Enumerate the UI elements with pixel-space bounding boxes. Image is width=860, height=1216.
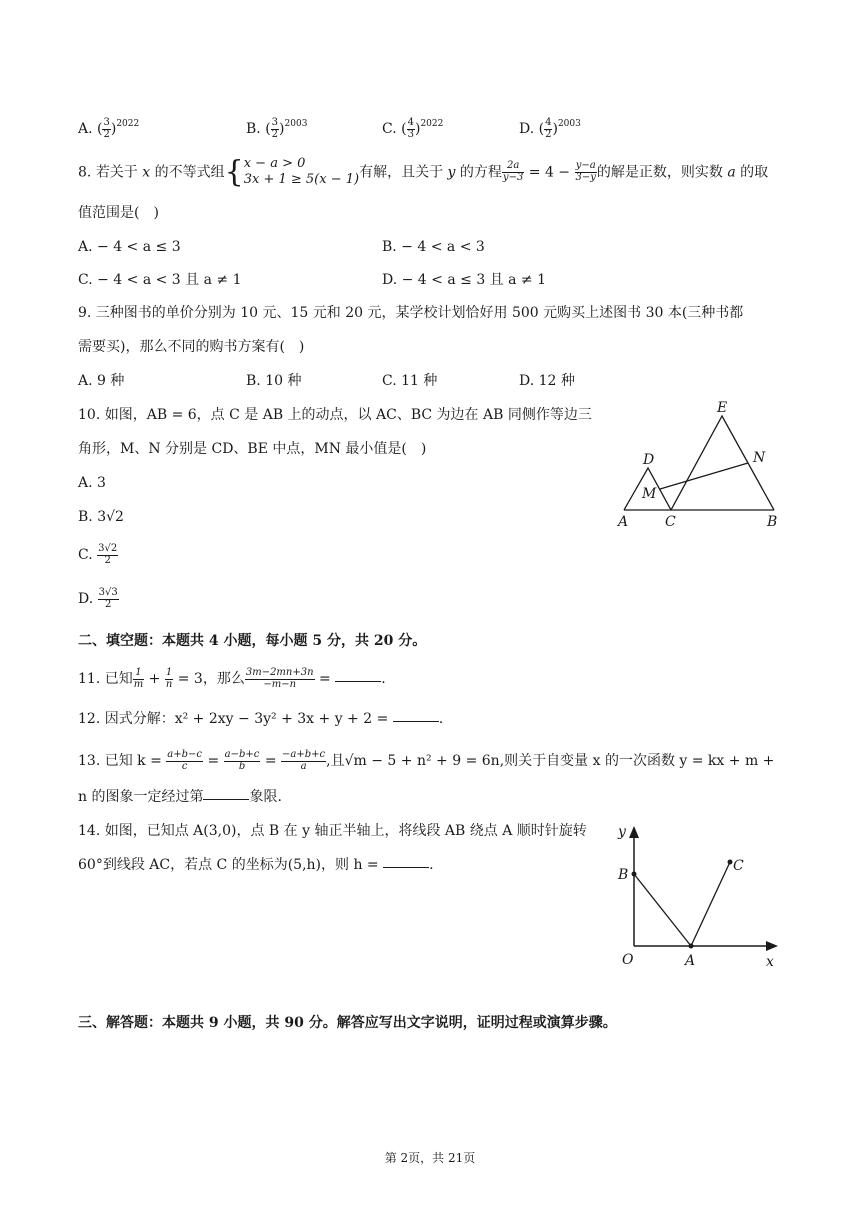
q7-option-a: A. ( $\frac{3}{2}$ )$^{2022}$ — [78, 117, 140, 140]
answer-blank — [393, 720, 439, 722]
axis-label-x: x — [766, 954, 774, 968]
fig-label-m: M — [642, 486, 657, 502]
q10-option-b: B. 3√2 — [78, 509, 124, 525]
fig-label-e: E — [717, 400, 728, 416]
page-footer: 第 2页，共 21页 — [384, 1151, 476, 1165]
fig-label-a: A — [685, 953, 696, 968]
q7-option-d: D. ( $\frac{4}{2}$ )$^{2003}$ — [519, 117, 581, 140]
question-13: 13. 已知 k = $\frac{a+b-c}{c}$ = $\frac{a-b+c}{b}$ = $\frac{-a+b+c}{a}$ ,且√m − 5 + n² + 9 = 6n,则关于自变量 x 的一次函数 y = kx + m + — [78, 749, 775, 772]
question-9-line2: 需要买)，那么不同的购书方案有( ) — [78, 339, 305, 355]
question-14-line2: 60°到线段 AC，若点 C 的坐标为(5,h)，则 h = . — [78, 857, 434, 873]
fig-label-d: D — [643, 452, 655, 468]
triangle-figure — [610, 398, 790, 533]
q8-option-b: B. − 4 < a < 3 — [382, 239, 485, 255]
question-8: 8. 若关于 x 的不等式组{ x − a > 0 3x + 1 ≥ 5(x − 1) 有解，且关于 y 的方程 $\frac{2a}{y-3}$ = 4 − $\frac{y-a}{3-y}$ 的解是正数，则实数 a 的取 — [78, 154, 769, 190]
question-9-line1: 9. 三种图书的单价分别为 10 元、15 元和 20 元，某学校计划恰好用 500 元购买上述图书 30 本(三种书都 — [78, 305, 744, 321]
fig-label-o: O — [622, 952, 634, 968]
fig-label-b: B — [618, 867, 629, 883]
section-2-heading: 二、填空题：本题共 4 小题，每小题 5 分，共 20 分。 — [78, 633, 427, 649]
q9-option-b: B. 10 种 — [246, 373, 302, 389]
q10-option-a: A. 3 — [78, 475, 106, 491]
q8-option-a: A. − 4 < a ≤ 3 — [78, 239, 181, 255]
answer-blank — [383, 866, 429, 868]
coordinate-figure — [610, 818, 790, 968]
question-14-line1: 14. 如图，已知点 A(3,0)，点 B 在 y 轴正半轴上，将线段 AB 绕点 A 顺时针旋转 — [78, 823, 587, 839]
q9-option-c: C. 11 种 — [382, 373, 438, 389]
q9-option-a: A. 9 种 — [78, 373, 125, 389]
question-10-line1: 10. 如图，AB = 6，点 C 是 AB 上的动点，以 AC、BC 为边在 AB 同侧作等边三 — [78, 407, 592, 423]
axis-label-y: y — [618, 824, 626, 840]
section-3-heading: 三、解答题：本题共 9 小题，共 90 分。解答应写出文字说明，证明过程或演算步骤。 — [78, 1015, 617, 1031]
answer-blank — [335, 680, 381, 682]
question-12: 12. 因式分解：x² + 2xy − 3y² + 3x + y + 2 = . — [78, 711, 444, 727]
fig-label-c: C — [665, 514, 676, 530]
question-11: 11. 已知 $\frac{1}{m}$ + $\frac{1}{n}$ = 3，那么 $\frac{3m-2mn+3n}{-m-n}$ = . — [78, 667, 386, 690]
fig-label-b: B — [767, 514, 778, 530]
answer-blank — [203, 798, 249, 800]
fig-label-a: A — [618, 514, 629, 530]
question-10-line2: 角形，M、N 分别是 CD、BE 中点，MN 最小值是( ) — [78, 441, 427, 457]
q7-option-b: B. ( $\frac{3}{2}$ )$^{2003}$ — [246, 117, 308, 140]
fig-label-n: N — [753, 450, 766, 466]
q9-option-d: D. 12 种 — [519, 373, 575, 389]
question-8-line2: 值范围是( ) — [78, 205, 159, 221]
q8-option-d: D. − 4 < a ≤ 3 且 a ≠ 1 — [382, 272, 547, 288]
q7-option-c: C. ( $\frac{4}{3}$ )$^{2022}$ — [382, 117, 444, 140]
q10-option-c: C. $\frac{3√2}{2}$ — [78, 543, 118, 566]
question-13-line2: n 的图象一定经过第 象限. — [78, 789, 282, 805]
q8-option-c: C. − 4 < a < 3 且 a ≠ 1 — [78, 272, 242, 288]
fig-label-c: C — [733, 858, 744, 874]
q10-option-d: D. $\frac{3√3}{2}$ — [78, 587, 118, 610]
